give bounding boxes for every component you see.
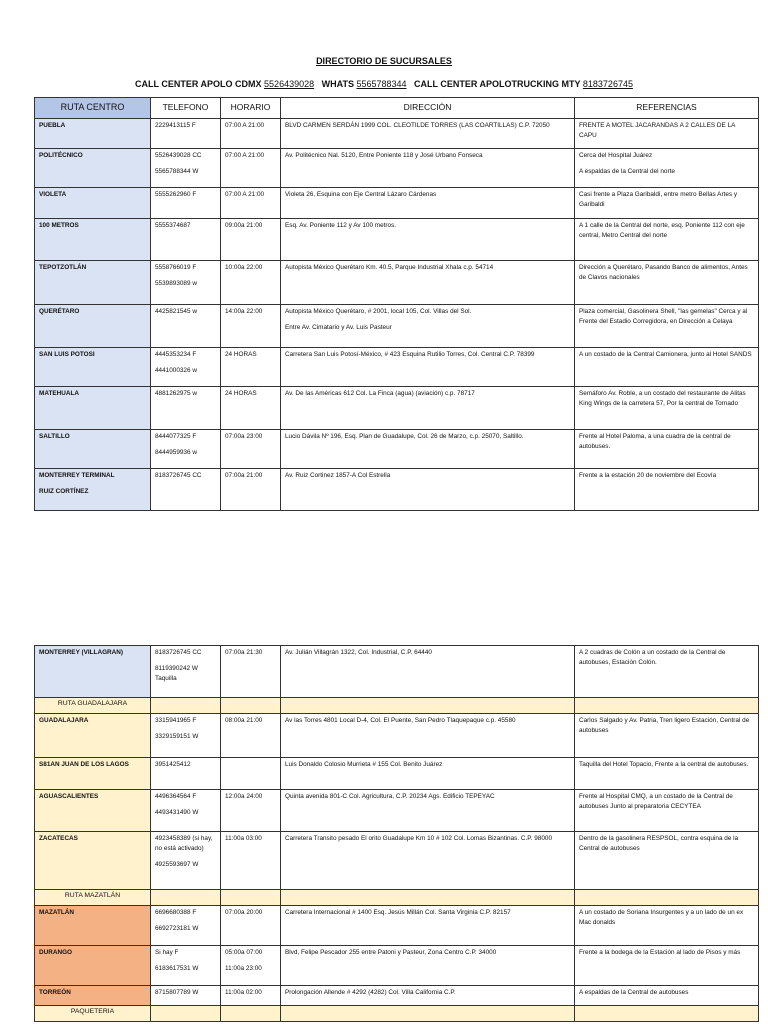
branch-reference-line: Frente a la estación 20 de noviembre del Ecovía [579, 472, 717, 479]
branch-phone-line: 3315941965 F [155, 717, 197, 724]
branch-reference-line: FRENTE A MOTEL JACARANDAS A 2 CALLES DE LA CAPU [579, 122, 736, 139]
branch-reference-line: Frente a la bodega de la Estación al lado de Pisos y más [579, 949, 741, 956]
branch-phone-line: 8183726745 CC [155, 649, 202, 656]
branch-address-line: Carretera Internacional # 1400 Esq. Jesús Millán Col. Santa Virginia C.P. 82157 [285, 909, 511, 916]
table-row [35, 261, 759, 305]
branch-reference [575, 946, 759, 986]
branch-hours-line: 24 HORAS [225, 351, 257, 358]
branch-name: MONTERREY (VILLAGRAN) [35, 646, 151, 698]
branch-reference [575, 305, 759, 348]
branch-reference [575, 188, 759, 219]
page-title: DIRECTORIO DE SUCURSALES [316, 56, 452, 66]
table-row [35, 387, 759, 430]
empty-cell [575, 698, 759, 714]
table-row [35, 832, 759, 890]
branch-address [281, 348, 575, 387]
branch-phone-line: 4923458389 (si hay, no está activado) [155, 835, 213, 852]
branch-phone-line: 5565788344 W [155, 167, 199, 175]
branch-name: S81AN JUAN DE LOS LAGOS [35, 758, 151, 790]
branch-name [35, 119, 151, 149]
table-row [35, 946, 759, 986]
empty-cell [221, 890, 281, 906]
branch-reference-line: Taquilla del Hotel Topacio, Frente a la central de autobuses. [579, 761, 749, 768]
empty-cell [575, 1006, 759, 1022]
branch-reference [575, 758, 759, 790]
header-ruta-centro: RUTA CENTRO [35, 98, 151, 119]
branch-hours [221, 219, 281, 261]
branch-phone-line: 4881262975 w [155, 390, 197, 397]
branch-reference [575, 348, 759, 387]
branch-hours [221, 714, 281, 758]
branch-hours-line: 11:00a 02:00 [225, 989, 262, 996]
branch-reference [575, 149, 759, 188]
empty-cell [281, 1006, 575, 1022]
branch-address-line: Av. De las Américas 612 Col. La Finca (agua) (aviación) c.p. 78717 [285, 390, 475, 397]
branch-address [281, 832, 575, 890]
branch-hours [221, 348, 281, 387]
branch-name: GUADALAJARA [35, 714, 151, 758]
branch-address-line: Av. Ruiz Cortinez 1857-A Col Estrella [285, 472, 391, 479]
branch-hours [221, 790, 281, 832]
route-section-label: RUTA MAZATLÁN [35, 890, 151, 906]
header-horario: HORARIO [221, 98, 281, 119]
branch-phone-line: 6183617531 W [155, 964, 199, 972]
branch-name-text: SAN LUIS POTOSI [39, 351, 95, 358]
branch-address [281, 305, 575, 348]
branch-reference [575, 219, 759, 261]
branch-address-line: Av. Politécnico Nal. 5120, Entre Poniente 118 y José Urbano Fonseca [285, 152, 483, 159]
table-row [35, 758, 759, 790]
branch-address [281, 946, 575, 986]
table-row [35, 646, 759, 698]
branch-reference-line: Casi frente a Plaza Garibaldi, entre metro Bellas Artes y Garibaldi [579, 191, 738, 208]
branch-phone-line: 5558766019 F [155, 264, 197, 271]
branch-hours [221, 946, 281, 986]
branch-name [35, 430, 151, 469]
branch-phone [151, 188, 221, 219]
branch-reference-line: A 1 calle de la Central del norte, esq. Poniente 112 con eje central, Metro Central del norte [579, 222, 745, 239]
branch-hours [221, 906, 281, 946]
branch-phone [151, 119, 221, 149]
branch-name-text: MATEHUALA [39, 390, 79, 397]
branch-name [35, 261, 151, 305]
branch-address-line: Blvd, Felipe Pescador 255 entre Patoni y Pasteur, Zona Centro C.P. 34000 [285, 949, 497, 956]
branch-address [281, 469, 575, 511]
branch-hours [221, 119, 281, 149]
branch-hours [221, 646, 281, 698]
branch-phone-line: 6696680388 F [155, 909, 197, 916]
branch-phone-line: 8183726745 CC [155, 472, 202, 479]
branch-phone-line: 2229413115 F [155, 122, 196, 129]
branch-phone-line: Si hay F [155, 949, 179, 956]
branch-phone-line: 8119390242 W Taquilla [155, 664, 198, 682]
branch-phone-line: 4496364564 F [155, 793, 197, 800]
branch-address [281, 986, 575, 1006]
branch-hours-line: 07:00 A 21:00 [225, 152, 265, 159]
branch-hours-line: 14:00a 22:00 [225, 308, 263, 315]
branch-hours-line: 07:00 A 21:00 [225, 191, 265, 198]
empty-cell [151, 1006, 221, 1022]
branch-name: AGUASCALIENTES [35, 790, 151, 832]
table-row [35, 149, 759, 188]
branch-phone-line: 5539893089 w [155, 279, 197, 287]
route-section-row [35, 890, 759, 906]
branch-phone [151, 149, 221, 188]
branch-name [35, 219, 151, 261]
branch-address [281, 149, 575, 188]
branch-reference-line: A espaldas de la Central del norte [579, 167, 675, 175]
branch-address [281, 387, 575, 430]
branch-reference [575, 119, 759, 149]
table-row [35, 986, 759, 1006]
branch-name [35, 149, 151, 188]
branch-address-line: Violeta 26, Esquina con Eje Central Lázaro Cárdenas [285, 191, 437, 198]
branch-hours-line: 07:00a 21:30 [225, 649, 263, 656]
branch-hours-line: 08:00a 21:00 [225, 717, 263, 724]
branch-hours-line: 11:00a 23:00 [225, 964, 262, 972]
branch-reference [575, 832, 759, 890]
branch-phone-line: 4445353234 F [155, 351, 197, 358]
branch-address [281, 219, 575, 261]
whats-label: WHATS [321, 79, 354, 89]
branch-hours-line: 07:00a 23:00 [225, 433, 263, 440]
branch-phone [151, 906, 221, 946]
branch-phone [151, 714, 221, 758]
branch-address [281, 714, 575, 758]
branch-name-text: SALTILLO [39, 433, 70, 440]
table-row [35, 469, 759, 511]
branch-reference [575, 430, 759, 469]
branch-name [35, 348, 151, 387]
branch-phone-line: 4441000326 w [155, 366, 197, 374]
branch-phone [151, 219, 221, 261]
branch-hours [221, 832, 281, 890]
branch-address [281, 646, 575, 698]
empty-cell [281, 890, 575, 906]
branch-reference-line: Frente al Hotel Paloma, a una cuadra de la central de autobuses. [579, 433, 731, 450]
branch-address [281, 188, 575, 219]
branch-reference [575, 261, 759, 305]
table-header-row [35, 98, 759, 119]
callcenter-cdmx-label: CALL CENTER APOLO CDMX [135, 79, 262, 89]
branch-reference-line: A espaldas de la Central de autobuses [579, 989, 689, 996]
callcenter-mty-label: CALL CENTER APOLOTRUCKING MTY [414, 79, 581, 89]
branch-address [281, 119, 575, 149]
table-row [35, 430, 759, 469]
branch-reference-line: A un costado de la Central Camionera, junto al Hotel SANDS [579, 351, 752, 358]
empty-cell [221, 1006, 281, 1022]
table-row [35, 188, 759, 219]
header-telefono: TELEFONO [151, 98, 221, 119]
branch-hours [221, 387, 281, 430]
route-section-label: PAQUETERIA [35, 1006, 151, 1022]
table-row [35, 906, 759, 946]
branch-reference [575, 646, 759, 698]
branch-hours-line: 07:00a 20:00 [225, 909, 263, 916]
empty-cell [151, 890, 221, 906]
branch-reference-line: Plaza comercial, Gasolinera Shell, "las gemelas" Cerca y al Frente del Estadio Corregidora, en Dirección a Celaya [579, 308, 748, 325]
branch-hours-line: 10:00a 22:00 [225, 264, 263, 271]
branch-hours [221, 469, 281, 511]
branch-address [281, 758, 575, 790]
branch-phone-line: 4425821545 w [155, 308, 197, 315]
branch-phone-line: 4925593697 W [155, 860, 199, 868]
branch-reference-line: Carlos Salgado y Av. Patria, Tren ligero Estación, Central de autobuses [579, 717, 750, 734]
header-direccion: DIRECCIÓN [281, 98, 575, 119]
table-row [35, 219, 759, 261]
table-row [35, 119, 759, 149]
branch-hours [221, 261, 281, 305]
branch-address-line: Entre Av. Cimatario y Av. Luis Pasteur [285, 323, 392, 331]
branch-address [281, 906, 575, 946]
branch-name: MAZATLÁN [35, 906, 151, 946]
branch-phone [151, 790, 221, 832]
branch-phone-line: 4493431490 W [155, 808, 199, 816]
branch-address [281, 261, 575, 305]
whats-number[interactable]: 5565788344 [356, 79, 407, 89]
branch-phone-line: 8715807789 W [155, 989, 199, 996]
branch-address-line: Prolongación Allende # 4292 (4282) Col. Villa California C.P. [285, 989, 456, 996]
branch-reference [575, 906, 759, 946]
branch-reference-line: Frente al Hospital CMQ, a un costado de la Central de autobuses Junto al preparatoria CECYTEA [579, 793, 733, 810]
table-row [35, 348, 759, 387]
branch-name-text: VIOLETA [39, 191, 67, 198]
branch-phone [151, 946, 221, 986]
table-row [35, 305, 759, 348]
branch-phone [151, 348, 221, 387]
branch-hours-line: 12:00a 24:00 [225, 793, 263, 800]
branch-phone [151, 387, 221, 430]
callcenter-line [0, 79, 768, 89]
branch-address [281, 790, 575, 832]
branches-table-2 [34, 645, 759, 1022]
table-row [35, 790, 759, 832]
empty-cell [575, 890, 759, 906]
route-section-row [35, 1006, 759, 1022]
branch-address-line: Luis Donaldo Colosio Murrieta # 155 Col. Benito Juárez [285, 761, 443, 768]
branch-phone-line: 5555374687 [155, 222, 191, 229]
branch-phone-line: 6692723181 W [155, 924, 199, 932]
branch-phone-line: 8444077325 F [155, 433, 197, 440]
branch-phone [151, 986, 221, 1006]
branch-name [35, 188, 151, 219]
branch-name [35, 305, 151, 348]
branch-reference-line: Dirección a Querétaro, Pasando Banco de alimentos, Antes de Clavos nacionales [579, 264, 748, 281]
branch-hours-line: 09:00a 21:00 [225, 222, 263, 229]
branch-phone [151, 469, 221, 511]
branch-reference-line: A un costado de Soriana Insurgentes y a un lado de un ex Mac donalds [579, 909, 744, 926]
branch-name: ZACATECAS [35, 832, 151, 890]
branch-hours-line: 07:00 A 21:00 [225, 122, 265, 129]
branch-phone-line: 5526439028 CC [155, 152, 202, 159]
branch-address-line: Carretera Transito pesado El orito Guadalupe Km 10 # 102 Col. Lomas Bizantinas. C.P. 98000 [285, 835, 553, 842]
branch-reference-line: Cerca del Hospital Juárez [579, 152, 653, 159]
route-section-label: RUTA GUADALAJARA [35, 698, 151, 714]
branch-hours-line: 05:00a 07:00 [225, 949, 263, 956]
empty-cell [151, 698, 221, 714]
branch-phone [151, 758, 221, 790]
branch-hours-line: 24 HORAS [225, 390, 257, 397]
empty-cell [221, 698, 281, 714]
branch-phone [151, 430, 221, 469]
branch-phone-line: 8444959936 w [155, 448, 197, 456]
branch-address-line: Av. Julián Villagrán 1322, Col. Industrial, C.P. 64440 [285, 649, 432, 656]
branch-name: DURANGO [35, 946, 151, 986]
branch-address-line: Carretera San Luis Potosí-México, # 423 Esquina Rutilio Torres, Col. Central C.P. 78399 [285, 351, 535, 358]
branch-phone [151, 646, 221, 698]
branch-hours-line: 11:00a 03:00 [225, 835, 262, 842]
branch-name-text: 100 METROS [39, 222, 79, 229]
branch-hours-line: 07:00a 21:00 [225, 472, 263, 479]
branch-name-text: TEPOTZOTLÁN [39, 264, 87, 271]
header-referencias: REFERENCIAS [575, 98, 759, 119]
branch-phone [151, 305, 221, 348]
branch-name [35, 387, 151, 430]
branches-table-1 [34, 97, 759, 511]
branch-reference [575, 469, 759, 511]
branch-name: TORREÓN [35, 986, 151, 1006]
branch-address-line: Autopista México Querétaro, # 2001, local 105, Col. Villas del Sol. [285, 308, 472, 315]
branch-reference [575, 714, 759, 758]
table-row [35, 714, 759, 758]
branch-reference [575, 387, 759, 430]
branch-hours [221, 986, 281, 1006]
branch-reference-line: Dentro de la gasolinera RESPSOL, contra esquina de la Central de autobuses [579, 835, 739, 852]
branch-name [35, 469, 151, 511]
branch-name-text: QUERÉTARO [39, 308, 80, 315]
branch-reference-line: Semáforo Av. Roble, a un costado del restaurante de Alitas King Wings de la carretera 57, Por la central de Tornado [579, 390, 746, 407]
branch-name-text: RUIZ CORTÍNEZ [39, 487, 89, 495]
branch-name-text: POLITÉCNICO [39, 152, 83, 159]
branch-hours [221, 188, 281, 219]
branch-phone [151, 261, 221, 305]
route-section-row [35, 698, 759, 714]
branch-reference-line: A 2 cuadras de Colón a un costado de la Central de autobuses, Estación Colón. [579, 649, 726, 666]
branch-hours [221, 758, 281, 790]
branch-address-line: Av las Torres 4801 Local D-4, Col. El Puente, San Pedro Tlaquepaque c.p. 45580 [285, 717, 516, 724]
callcenter-mty-number[interactable]: 8183726745 [582, 79, 633, 89]
branch-phone-line: 5555262960 F [155, 191, 197, 198]
branch-reference [575, 986, 759, 1006]
branch-hours [221, 305, 281, 348]
branch-phone [151, 832, 221, 890]
empty-cell [281, 698, 575, 714]
branch-phone-line: 3329159151 W [155, 732, 199, 740]
branch-address-line: Lucio Dávila Nº 196, Esq. Plan de Guadalupe, Col. 26 de Marzo, c.p. 25070, Saltillo. [285, 433, 524, 440]
branch-name-text: PUEBLA [39, 122, 66, 129]
branch-name-text: MONTERREY TERMINAL [39, 472, 115, 479]
callcenter-cdmx-number[interactable]: 5526439028 [264, 79, 315, 89]
branch-hours [221, 149, 281, 188]
branch-address-line: BLVD CARMEN SERDÁN 1999 COL. CLEOTILDE TORRES (LAS COARTILLAS) C.P. 72050 [285, 122, 550, 129]
branch-address-line: Esq. Av. Poniente 112 y Av 100 metros. [285, 222, 397, 229]
branch-address-line: Quinta avenida 801-C Col. Agricultura, C.P. 20234 Ags. Edificio TEPEYAC [285, 793, 495, 800]
branch-phone-line: 3951425412 [155, 761, 191, 768]
branch-hours [221, 430, 281, 469]
branch-address-line: Autopista México Querétaro Km. 40.5, Parque Industrial Xhala c.p. 54714 [285, 264, 494, 271]
branch-reference [575, 790, 759, 832]
branch-address [281, 430, 575, 469]
